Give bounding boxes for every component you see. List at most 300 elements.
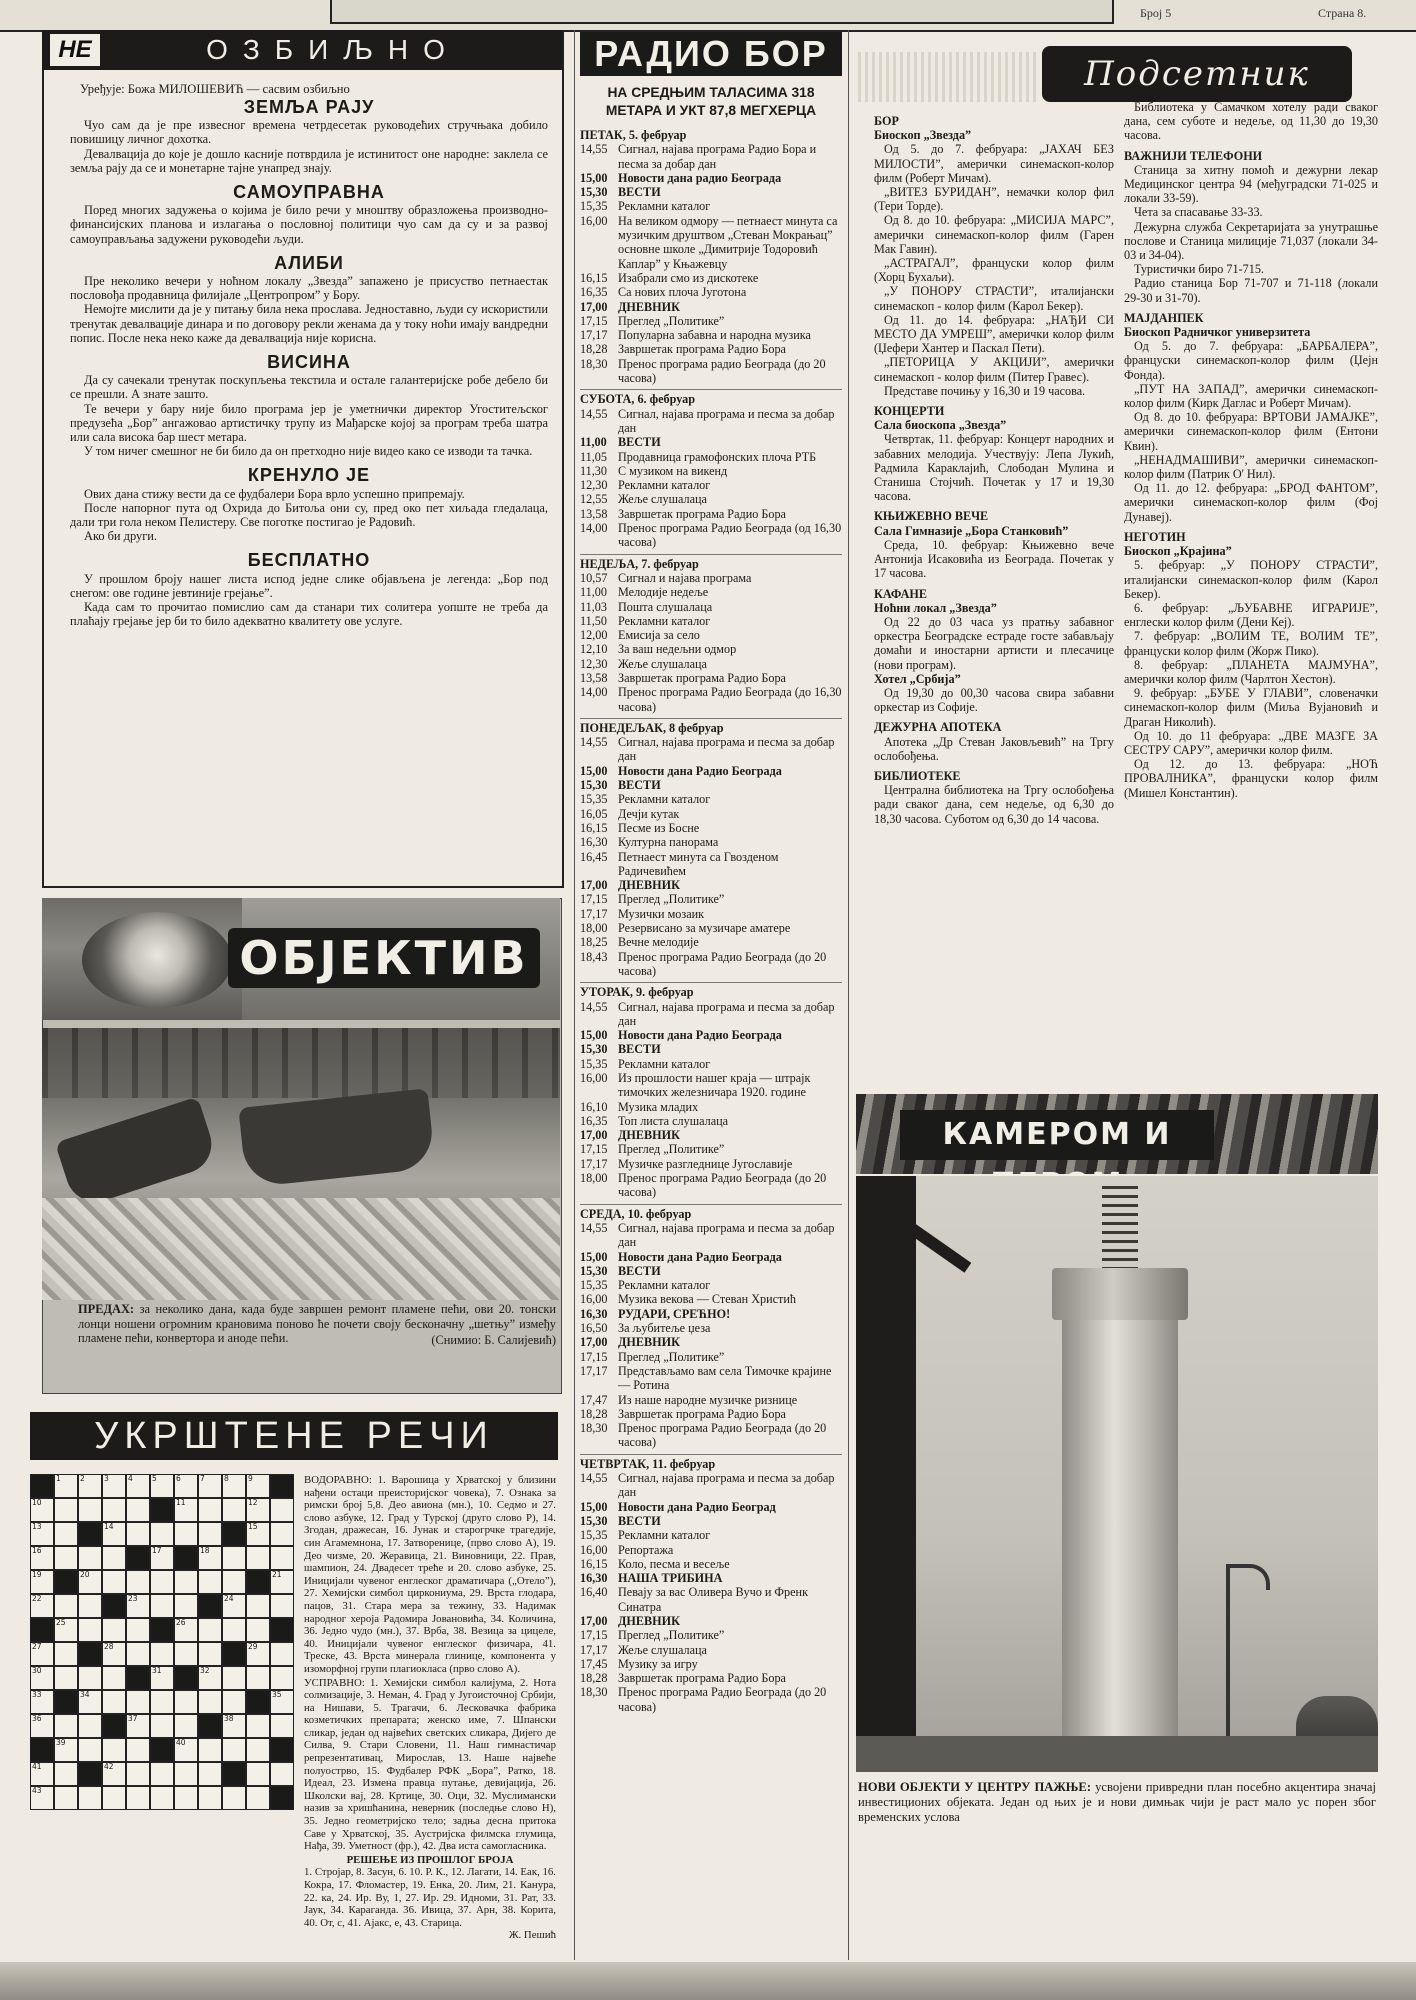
- crossword-cell: [174, 1786, 198, 1810]
- crossword-cell: [174, 1690, 198, 1714]
- objektiv-caption-text: за неколико дана, када буде завршен ремонт пламене пећи, ови 20. тонски лонци ношени огромним крановима поново ће почети своју бесконачну „шетњу” између пламене пећи, конвертора и аноде пећи.: [78, 1302, 556, 1346]
- crossword-cell: [102, 1522, 126, 1546]
- crossword-clue-number: 16: [32, 1546, 42, 1555]
- radio-program-name: Завршетак програма Радио Бора: [618, 342, 786, 357]
- radio-program-name: Рекламни каталог: [618, 199, 711, 214]
- crossword-clue-number: 1: [56, 1474, 61, 1483]
- radio-program-name: Музички мозаик: [618, 906, 705, 921]
- podsetnik-section-heading: МАЈДАНПЕК: [1124, 310, 1204, 325]
- podsetnik-section-heading: КЊИЖЕВНО ВЕЧЕ: [874, 509, 989, 524]
- crossword-cell: [54, 1618, 78, 1642]
- podsetnik-section-heading: БОР: [874, 114, 899, 128]
- radio-program-name: Изабрали смо из дискотеке: [618, 270, 759, 285]
- radio-program-item: [580, 1264, 842, 1278]
- radio-subtitle: НА СРЕДЊИМ ТАЛАСИМА 318 МЕТАРА И УКТ 87,8 МЕГХЕРЦА: [605, 85, 817, 118]
- radio-program-time: 15,00: [580, 1028, 608, 1043]
- radio-program-time: 17,15: [580, 892, 608, 907]
- radio-program-item: [580, 1128, 842, 1142]
- radio-program-name: Завршетак програма Радио Бора: [618, 1671, 786, 1686]
- radio-program-item: [580, 671, 842, 685]
- crossword-black-cell: [78, 1522, 102, 1546]
- crossword-cell: [126, 1714, 150, 1738]
- crossword-cell: [54, 1474, 78, 1498]
- radio-program-item: [580, 764, 842, 778]
- crossword-cell: [30, 1570, 54, 1594]
- radio-program-name: Жеље слушалаца: [618, 656, 707, 671]
- radio-program-name: ВЕСТИ: [618, 778, 661, 793]
- crossword-clue-number: 26: [176, 1618, 186, 1627]
- crossword-cell: [150, 1474, 174, 1498]
- masthead-issue: Број 5: [1140, 6, 1172, 20]
- radio-program-name: Рекламни каталог: [618, 1278, 711, 1293]
- radio-program-item: [580, 1292, 842, 1306]
- radio-program-time: 18,25: [580, 935, 608, 950]
- crossword-cell: [126, 1618, 150, 1642]
- crossword-black-cell: [102, 1594, 126, 1618]
- radio-program-name: Петнаест минута са Гвозденом Радичевићем: [618, 849, 779, 878]
- crossword-cell: [30, 1690, 54, 1714]
- crossword-cell: [270, 1762, 294, 1786]
- crossword-cell: [102, 1762, 126, 1786]
- crossword-clue-number: 28: [104, 1642, 114, 1651]
- crossword-clue-number: 3: [104, 1474, 109, 1483]
- radio-program-item: [580, 521, 842, 550]
- crossword-clue-number: 40: [176, 1738, 186, 1747]
- crossword-cell: [54, 1738, 78, 1762]
- crossword-cell: [30, 1666, 54, 1690]
- radio-program-item: [580, 657, 842, 671]
- radio-title: РАДИО БОР: [580, 32, 842, 76]
- radio-program-time: 17,15: [580, 1142, 608, 1157]
- crossword-cell: [102, 1570, 126, 1594]
- radio-program-item: [580, 1000, 842, 1029]
- podsetnik-section-heading: ВАЖНИЈИ ТЕЛЕФОНИ: [1124, 148, 1263, 163]
- crossword-cell: [54, 1714, 78, 1738]
- radio-program-item: [580, 1042, 842, 1056]
- radio-program-item: [580, 1500, 842, 1514]
- radio-program-name: Пренос програма Радио Београда (до 20 часова): [618, 1685, 827, 1714]
- crossword-clue-number: 20: [80, 1570, 90, 1579]
- podsetnik-entry: Представе почињу у 16,30 и 19 часова.: [884, 383, 1086, 398]
- radio-day-heading: СУБОТА, 6. фебруар: [580, 389, 842, 406]
- radio-program-time: 17,15: [580, 1349, 608, 1364]
- radio-program-name: Из наше народне музичке ризнице: [618, 1392, 798, 1407]
- radio-program-time: 17,00: [580, 1613, 608, 1628]
- radio-program-name: ДНЕВНИК: [618, 1128, 680, 1143]
- crossword-cell: [198, 1690, 222, 1714]
- crossword-clue-number: 19: [32, 1570, 42, 1579]
- radio-program-name: Рекламни каталог: [618, 1528, 711, 1543]
- radio-program-name: Сигнал и најава програма: [618, 570, 752, 585]
- crossword-cell: [222, 1618, 246, 1642]
- podsetnik-entry: 8. фебруар: „ПЛАНЕТА МАЈМУНА”, амерички колор филм (Чарлтон Хестон).: [1124, 657, 1378, 686]
- crossword-clue-number: 4: [128, 1474, 133, 1483]
- crossword-cell: [78, 1570, 102, 1594]
- radio-program-time: 17,17: [580, 1363, 608, 1378]
- podsetnik-section-heading: КАФАНЕ: [874, 586, 927, 601]
- crossword-cell: [246, 1498, 270, 1522]
- crossword-cell: [54, 1594, 78, 1618]
- radio-program-time: 12,30: [580, 478, 608, 493]
- radio-program-item: [580, 1057, 842, 1071]
- radio-program-time: 16,35: [580, 285, 608, 300]
- steel-beam-left: [856, 1176, 916, 1772]
- crossword-black-cell: [222, 1762, 246, 1786]
- podsetnik-entry: Од 19,30 до 00,30 часова свира забавни оркестар из Софије.: [874, 685, 1114, 715]
- crossword-clue-number: 37: [128, 1714, 138, 1723]
- podsetnik-entry: Чета за спасавање 33-33.: [1134, 205, 1263, 220]
- crossword-black-cell: [198, 1594, 222, 1618]
- crossword-cell: [246, 1666, 270, 1690]
- radio-program-item: [580, 1350, 842, 1364]
- crossword-cell: [222, 1738, 246, 1762]
- radio-program-item: [580, 1585, 842, 1614]
- crossword-solution: 1. Стројар, 8. Засун, 6. 10. Р. К., 12. Лагати, 14. Еак, 16. Кокра, 17. Фломастер, 19. Енка, 20. Лим, 21. Канура, 22. ка, 24. Ир. Ву, 1, 27. Ир. 29. Идноми, 31. Рат, 33. Јаук, 34. Караганда. 36. Ивица, 37. Арн, 38. Корита, 40. От, с, 41. Ајакс, е, 43. Старица.: [304, 1866, 556, 1929]
- crossword-clue-number: 9: [248, 1474, 253, 1483]
- podsetnik-entry: 7. фебруар: „ВОЛИМ ТЕ, ВОЛИМ ТЕ”, француски колор филм (Жорж Пико).: [1124, 629, 1378, 658]
- radio-program-time: 11,03: [580, 599, 607, 614]
- crossword-cell: [270, 1642, 294, 1666]
- crossword-black-cell: [54, 1570, 78, 1594]
- radio-program-name: Новости дана Радио Београд: [618, 1499, 776, 1514]
- crossword-black-cell: [54, 1690, 78, 1714]
- crossword-cell: [126, 1690, 150, 1714]
- radio-program-item: [580, 1614, 842, 1628]
- crossword-cell: [174, 1762, 198, 1786]
- radio-program-item: [580, 614, 842, 628]
- crossword-cell: [222, 1594, 246, 1618]
- humor-article-paragraph: Када сам то прочитао помислио сам да станари тих солитера уопште не треба да плаћају грејање јер би то било адекватно квалитету ове услуге.: [70, 600, 548, 629]
- radio-program-name: ДНЕВНИК: [618, 1613, 680, 1628]
- crossword-clue-number: 24: [224, 1594, 234, 1603]
- humor-title: ОЗБИЉНО: [206, 34, 460, 65]
- radio-program-name: Емисија за село: [618, 628, 700, 643]
- radio-program-item: [580, 492, 842, 506]
- masthead-page: Страна 8.: [1318, 6, 1367, 20]
- radio-program-item: [580, 821, 842, 835]
- humor-article-paragraph: Пре неколико вечери у ноћном локалу „Звезда” запажено је присуство петнаестак пословођа продавница филијале „Центропром” у Бору.: [70, 274, 548, 303]
- humor-article-paragraph: Поред многих задужења о којима је било речи у мноштву образложења производно-финансијских планова и излагања о пословној политици чуо сам да су и за развој самоуправљања задужени руководећи људи.: [70, 203, 548, 246]
- crossword-cell: [78, 1690, 102, 1714]
- humor-article-title: САМОУПРАВНА: [233, 182, 385, 203]
- radio-program-name: Рекламни каталог: [618, 478, 711, 493]
- radio-program-time: 17,17: [580, 906, 608, 921]
- crossword-cell: [150, 1546, 174, 1570]
- radio-program-name: Рекламни каталог: [618, 792, 711, 807]
- crossword-cell: [198, 1738, 222, 1762]
- crossword-black-cell: [30, 1618, 54, 1642]
- podsetnik-entry: Од 10. до 11 фебруара: „ДВЕ МАЗГЕ ЗА СЕСТРУ САРУ”, амерички колор филм.: [1124, 728, 1378, 757]
- radio-program-time: 15,35: [580, 792, 608, 807]
- radio-program-item: [580, 435, 842, 449]
- crossword-black-cell: [246, 1690, 270, 1714]
- radio-program-item: [580, 300, 842, 314]
- radio-program-time: 15,30: [580, 778, 608, 793]
- crossword-black-cell: [150, 1738, 174, 1762]
- crossword-cell: [174, 1714, 198, 1738]
- radio-program-item: [580, 1335, 842, 1349]
- radio-program-item: [580, 685, 842, 714]
- crossword-cell: [246, 1594, 270, 1618]
- crossword-cell: [126, 1786, 150, 1810]
- crossword-cell: [246, 1546, 270, 1570]
- radio-program-name: Музичке разгледнице Југославије: [618, 1156, 793, 1171]
- crossword-clue-number: 25: [56, 1618, 66, 1627]
- radio-program-name: Сигнал, најава програма и песма за добар дан: [618, 735, 835, 764]
- radio-program-time: 12,55: [580, 492, 608, 507]
- radio-day-heading: УТОРАК, 9. фебруар: [580, 982, 842, 999]
- kamerom-caption-text: усвојени привредни план посебно акцентира значај инвестиционих објеката. Један од њих је и нови димњак чији је раст мало ус порен због временских услова: [858, 1780, 1377, 1824]
- crossword-cell: [174, 1618, 198, 1642]
- radio-program-item: [580, 1393, 842, 1407]
- radio-program-name: ВЕСТИ: [618, 1513, 661, 1528]
- humor-article-title: ЗЕМЉА РАЈУ: [243, 97, 375, 117]
- ladle-2: [238, 1088, 435, 1187]
- radio-program-time: 16,40: [580, 1585, 608, 1600]
- radio-program-time: 18,28: [580, 1671, 608, 1686]
- crossword-cell: [78, 1594, 102, 1618]
- crossword-cell: [174, 1570, 198, 1594]
- radio-program-item: [580, 1028, 842, 1042]
- crossword-cell: [102, 1474, 126, 1498]
- radio-program-time: 17,00: [580, 1335, 608, 1350]
- kamerom-title: КАМЕРОМ И: [900, 1110, 1214, 1160]
- podsetnik-venue: Биоскоп „Звезда”: [874, 128, 972, 143]
- radio-program-name: ДНЕВНИК: [618, 878, 680, 893]
- crossword-clue-number: 7: [200, 1474, 205, 1483]
- crossword-cell: [102, 1642, 126, 1666]
- rubble: [42, 1198, 560, 1300]
- crossword-clues-right: [304, 1474, 556, 1942]
- crossword-clue-number: 41: [32, 1762, 42, 1771]
- radio-program-name: Репортажа: [618, 1542, 674, 1557]
- radio-program-item: [580, 1557, 842, 1571]
- podsetnik-venue: Биоскоп „Крајина”: [1124, 544, 1232, 559]
- crossword-cell: [222, 1690, 246, 1714]
- crossword-black-cell: [150, 1618, 174, 1642]
- crossword-cell: [246, 1738, 270, 1762]
- radio-program-name: Вечне мелодије: [618, 935, 699, 950]
- crossword-cell: [30, 1642, 54, 1666]
- crossword-clue-number: 31: [152, 1666, 162, 1675]
- crossword-cell: [54, 1786, 78, 1810]
- radio-program-name: ВЕСТИ: [618, 185, 661, 200]
- radio-program-item: [580, 450, 842, 464]
- radio-program-name: Пренос програма Радио Београда (до 20 часова): [618, 1171, 827, 1200]
- radio-program-time: 15,30: [580, 1513, 608, 1528]
- radio-program-time: 15,00: [580, 170, 608, 185]
- radio-program-item: [580, 778, 842, 792]
- radio-day-heading: НЕДЕЉА, 7. фебруар: [580, 554, 842, 571]
- crossword-horizontal: УСПРАВНО: 1. Хемијски симбол калијума, 2. Нота солмизације, 3. Неман, 4. Град у Југоисточној Србији, на Нишави, 5. Трагачи, 6. Лесковачка фабрика козметичких препарата; женско име, 7. Шпански сликар, један од највећих светских сликара, Дијего де Силва, 9. Стари Словени, 11. Наш гимнастичар репрезентативац, Мирослав, 13. Наше највеће полуострво, 15. Фудбалер РФК „Бора”, Ратко, 18. Идеал, 23. Измена правца путање, девијација, 26. Школски вај, 28. Кртице, 30. Оци, 32. Муслимански назив за хришћанина, неверник (последње слово Н), 35. Једно геометријско тело; задња десна притока Саве у Хрватској, 35. Аустријска филмска глумица, Нађа, 39. Уметност (фр.), 42. Два иста самогласника.: [304, 1676, 556, 1853]
- radio-program-name: НАША ТРИБИНА: [618, 1571, 723, 1586]
- radio-program-time: 11,50: [580, 613, 607, 628]
- chimney-shaft: [1062, 1320, 1178, 1772]
- radio-program-item: [580, 214, 842, 271]
- radio-program-time: 17,00: [580, 878, 608, 893]
- crossword-cell: [246, 1522, 270, 1546]
- radio-program-item: [580, 464, 842, 478]
- crossword-solution-title: РЕШЕЊЕ ИЗ ПРОШЛОГ БРОЈА: [346, 1853, 514, 1866]
- crossword-clue-number: 18: [200, 1546, 210, 1555]
- crossword-cell: [126, 1474, 150, 1498]
- radio-program-name: Певају за вас Оливера Вучо и Френк Синатра: [618, 1585, 808, 1614]
- crossword-cell: [246, 1786, 270, 1810]
- crossword-title: УКРШТЕНЕ РЕЧИ: [30, 1412, 558, 1460]
- crossword-cell: [150, 1690, 174, 1714]
- humor-article-title: ВИСИНА: [267, 352, 351, 373]
- masthead-banner: [330, 0, 1114, 24]
- radio-program-time: 16,15: [580, 270, 608, 285]
- crossword-black-cell: [270, 1738, 294, 1762]
- radio-program-name: Пренос програма Радио Београда (од 16,30 часова): [618, 521, 842, 550]
- radio-program-name: Рекламни каталог: [618, 1056, 711, 1071]
- crossword-cell: [150, 1522, 174, 1546]
- podsetnik-entry: Среда, 10. фебруар: Књижевно вече Антонија Исаковића из Београда. Почетак у 17 часова.: [874, 537, 1114, 581]
- crossword-cell: [270, 1690, 294, 1714]
- radio-program-name: Жеље слушалаца: [618, 1642, 707, 1657]
- podsetnik-section-heading: НЕГОТИН: [1124, 529, 1186, 544]
- radio-program-time: 16,15: [580, 1556, 608, 1571]
- podsetnik-entry: „ВИТЕЗ БУРИДАН”, немачки колор фил (Тери Торде).: [874, 185, 1114, 214]
- radio-program-name: Културна панорама: [618, 835, 719, 850]
- radio-program-name: Пренос програма Радио Београда (до 20 часова): [618, 949, 827, 978]
- radio-program-item: [580, 1514, 842, 1528]
- radio-program-item: [580, 199, 842, 213]
- scaffold-top: [1102, 1180, 1138, 1270]
- podsetnik-entry: Туристички биро 71-715.: [1134, 262, 1264, 277]
- crossword-cell: [222, 1546, 246, 1570]
- podsetnik-entry: Од 22 до 03 часа уз пратњу забавног оркестра Београдске естраде госте забављају домаћи и иностарни артисти и плесачице (нови програм).: [874, 614, 1114, 672]
- podsetnik-texture: [858, 52, 1038, 102]
- crossword-cell: [54, 1522, 78, 1546]
- crossword-clue-number: 42: [104, 1762, 114, 1771]
- podsetnik-column-2: [1124, 100, 1378, 800]
- radio-program-time: 12,30: [580, 656, 608, 671]
- radio-program-time: 17,17: [580, 1156, 608, 1171]
- radio-program-name: Пошта слушалаца: [618, 599, 713, 614]
- humor-article-paragraph: У прошлом броју нашег листа испод једне слике објављена је легенда: „Бор под снегом: ове године јевтиније грејање”.: [70, 571, 548, 600]
- radio-program-name: Песме из Босне: [618, 820, 700, 835]
- radio-program-name: Новости дана Радио Београда: [618, 1028, 782, 1043]
- crossword-clue-number: 35: [272, 1690, 282, 1699]
- radio-program-name: Преглед „Политике”: [618, 1628, 725, 1643]
- crossword-clue-number: 5: [152, 1474, 157, 1483]
- radio-program-item: [580, 314, 842, 328]
- radio-program-name: Завршетак програма Радио Бора: [618, 506, 786, 521]
- radio-program-name: Сигнал, најава програма и песма за добар дан: [618, 406, 835, 435]
- radio-program-item: [580, 628, 842, 642]
- radio-program-item: [580, 907, 842, 921]
- crossword-black-cell: [270, 1618, 294, 1642]
- humor-article-title: КРЕНУЛО ЈЕ: [247, 465, 371, 486]
- crossword-clue-number: 14: [104, 1522, 114, 1531]
- podsetnik-entry: Четвртак, 11. фебруар: Концерт народних и забавних мелодија. Учествују: Лепа Лукић, Радмила Караклајић, Слободан Мулина и Станиша Стојчић. Почетак у 17 и 19,30 часова.: [874, 432, 1114, 504]
- podsetnik-column-1: [874, 108, 1114, 826]
- radio-program-name: ВЕСТИ: [618, 1263, 661, 1278]
- radio-program-time: 16,30: [580, 835, 608, 850]
- radio-program-item: [580, 171, 842, 185]
- radio-program-item: [580, 1528, 842, 1542]
- radio-program-time: 14,00: [580, 521, 608, 536]
- chimney-crown: [1052, 1268, 1188, 1320]
- podsetnik-entry: „АСТРАГАЛ”, француски колор филм (Хорц Бухаљи).: [874, 256, 1114, 285]
- objektiv-credit: (Снимио: Б. Салијевић): [431, 1333, 556, 1348]
- radio-program-time: 11,00: [580, 585, 607, 600]
- radio-program-time: 15,35: [580, 1528, 608, 1543]
- crossword-clue-number: 10: [32, 1498, 42, 1507]
- radio-program-time: 15,35: [580, 1278, 608, 1293]
- radio-program-item: [580, 142, 842, 171]
- radio-right-rule: [848, 30, 849, 1960]
- radio-program-time: 11,30: [580, 463, 607, 478]
- crossword-cell: [270, 1714, 294, 1738]
- radio-program-item: [580, 807, 842, 821]
- podsetnik-venue: Биоскоп Радничког универзитета: [1124, 325, 1311, 340]
- radio-program-time: 16,00: [580, 1071, 608, 1085]
- crossword-clue-number: 6: [176, 1474, 181, 1483]
- radio-program-name: Представљамо вам села Тимочке крајине — Ротина: [618, 1363, 832, 1393]
- radio-program-name: Новости дана радио Београда: [618, 170, 782, 185]
- crossword-cell: [150, 1570, 174, 1594]
- crossword-cell: [30, 1498, 54, 1522]
- radio-program-item: [580, 878, 842, 892]
- crossword-black-cell: [102, 1714, 126, 1738]
- crossword-cell: [222, 1498, 246, 1522]
- crossword-cell: [30, 1762, 54, 1786]
- podsetnik-entry: Централна библиотека на Тргу ослобођења ради сваког дана, сем недеље, од 6,30 до 18,30 часова. Суботом од 6,30 до 14 часова.: [874, 783, 1114, 826]
- crossword-cell: [174, 1522, 198, 1546]
- crossword-cell: [198, 1474, 222, 1498]
- kamerom-caption-lead: НОВИ ОБЈЕКТИ У ЦЕНТРУ ПАЖЊЕ:: [858, 1780, 1092, 1794]
- crossword-black-cell: [30, 1474, 54, 1498]
- crossword-cell: [102, 1738, 126, 1762]
- podsetnik-entry: Радио станица Бор 71-707 и 71-118 (локали 29-30 и 31-70).: [1124, 276, 1378, 305]
- radio-program-name: Завршетак програма Радио Бора: [618, 1406, 786, 1421]
- radio-program-name: Преглед „Политике”: [618, 892, 725, 907]
- podsetnik-entry: Од 8. до 10. фебруара: „МИСИЈА МАРС”, амерички синемаскоп-колор филм (Гарен Мак Гавин).: [874, 213, 1114, 256]
- kamerom-photo: [856, 1176, 1378, 1772]
- podsetnik-entry: Апотека „Др Стеван Јаковљевић” на Тргу ослобођења.: [874, 734, 1114, 763]
- radio-program-name: Мелодије недеље: [618, 585, 709, 600]
- podsetnik-entry: Од 12. до 13. фебруара: „НОЋ ПРОВАЛНИКА”, француски колор филм (Мишел Константин).: [1124, 757, 1378, 800]
- radio-program-time: 14,55: [580, 735, 608, 750]
- radio-program-item: [580, 1657, 842, 1671]
- radio-program-item: [580, 642, 842, 656]
- radio-program-time: 18,43: [580, 949, 608, 964]
- radio-program-time: 17,00: [580, 299, 608, 314]
- radio-program-time: 13,58: [580, 670, 608, 685]
- radio-program-name: Сигнал, најава програма Радио Бора и песма за добар дан: [618, 142, 817, 171]
- street-lamp-arm: [1226, 1564, 1270, 1590]
- radio-program-name: Коло, песма и весеље: [618, 1556, 730, 1571]
- radio-program-item: [580, 285, 842, 299]
- crossword-black-cell: [126, 1546, 150, 1570]
- radio-program-name: Преглед „Политике”: [618, 1142, 725, 1157]
- crossword-black-cell: [246, 1570, 270, 1594]
- radio-program-name: Музика векова — Стеван Христић: [618, 1292, 796, 1307]
- radio-program-item: [580, 1171, 842, 1200]
- crossword-cell: [150, 1642, 174, 1666]
- radio-program-name: ДНЕВНИК: [618, 1335, 680, 1350]
- crossword-cell: [246, 1474, 270, 1498]
- radio-program-name: Новости дана Радио Београда: [618, 763, 782, 778]
- podsetnik-entry: „ПУТ НА ЗАПАД”, амерички синемаскоп-колор филм (Кирк Даглас и Роберт Мичам).: [1124, 381, 1378, 411]
- crossword-black-cell: [150, 1498, 174, 1522]
- radio-program-item: [580, 1643, 842, 1657]
- radio-schedule: [580, 124, 842, 1714]
- radio-program-name: Сигнал, најава програма и песма за добар дан: [618, 999, 835, 1028]
